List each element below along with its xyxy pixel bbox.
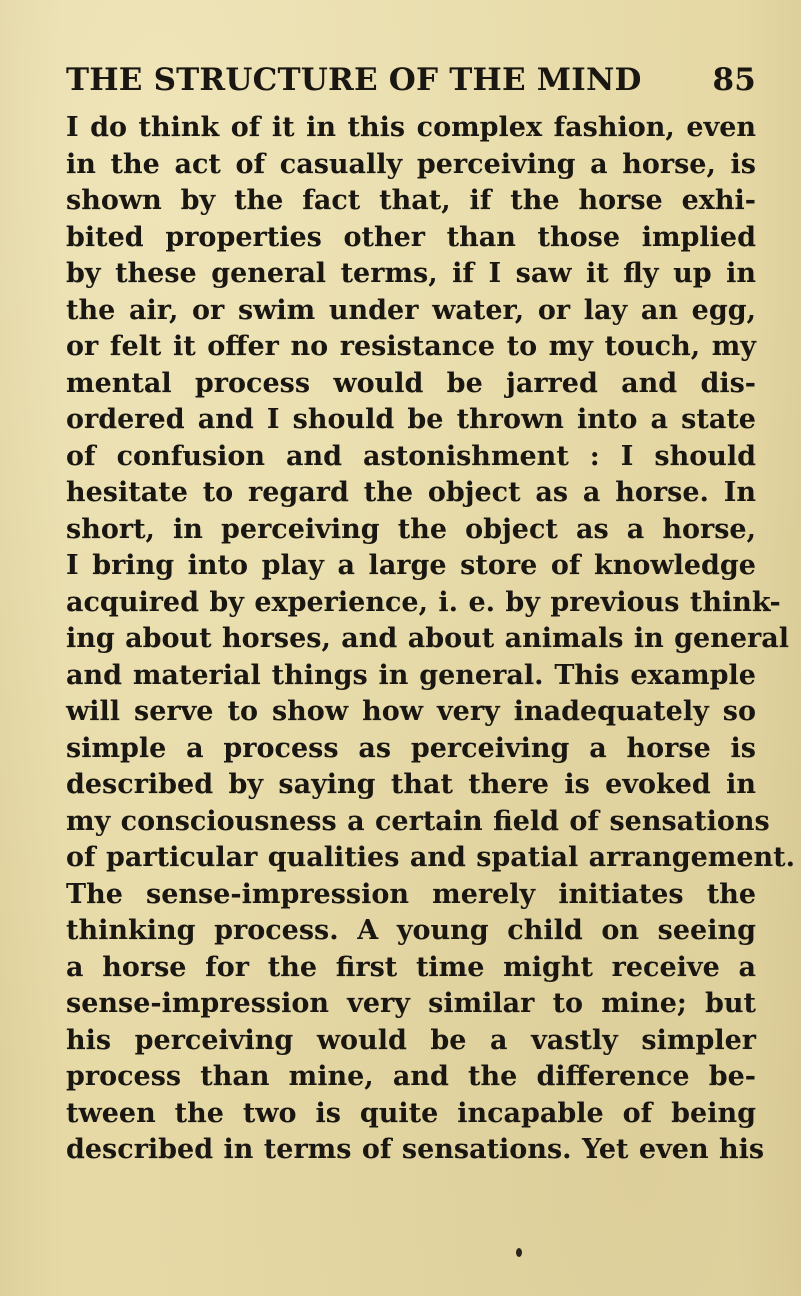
- text-line: process than mine, and the difference be-: [66, 1061, 756, 1092]
- text-line: and material things in general. This example: [66, 659, 756, 691]
- text-line: shown by the fact that, if the horse exhi-: [66, 185, 756, 216]
- book-page: [66, 58, 796, 1278]
- page-number: 85: [712, 62, 756, 98]
- text-line: the air, or swim under water, or lay an egg,: [66, 294, 756, 326]
- text-line: described in terms of sensations. Yet even his: [66, 1134, 765, 1165]
- text-line: in the act of casually perceiving a horse, is: [66, 148, 756, 180]
- text-line: The sense-impression merely initiates the: [66, 878, 756, 910]
- text-line: ing about horses, and about animals in general: [66, 623, 790, 654]
- body-text: [66, 110, 796, 1169]
- text-line: by these general terms, if I saw it fly up in: [66, 258, 756, 289]
- text-line: thinking process. A young child on seeing: [66, 915, 756, 946]
- text-line: a horse for the first time might receive a: [66, 951, 756, 983]
- text-line: mental process would be jarred and dis-: [66, 367, 756, 399]
- text-line: his perceiving would be a vastly simpler: [66, 1024, 756, 1056]
- text-line: hesitate to regard the object as a horse. In: [66, 477, 756, 508]
- text-line: of confusion and astonishment : I should: [66, 440, 756, 472]
- text-line: my consciousness a certain field of sensations: [66, 805, 770, 837]
- text-line: described by saying that there is evoked in: [66, 769, 756, 800]
- text-line: simple a process as perceiving a horse is: [66, 732, 756, 764]
- text-line: I do think of it in this complex fashion, even: [66, 112, 756, 143]
- text-line: will serve to show how very inadequately so: [66, 696, 756, 727]
- text-line: short, in perceiving the object as a horse,: [66, 513, 756, 545]
- text-line: sense-impression very similar to mine; but: [66, 988, 756, 1019]
- text-line: or felt it offer no resistance to my touch, my: [66, 331, 756, 362]
- text-line: ordered and I should be thrown into a state: [66, 404, 756, 435]
- running-head: [66, 58, 756, 102]
- signature-dot-mark: [516, 1248, 522, 1257]
- text-line: acquired by experience, i. e. by previous think-: [66, 586, 781, 618]
- text-line: I bring into play a large store of knowledge: [66, 550, 756, 581]
- running-title: THE STRUCTURE OF THE MIND: [66, 62, 642, 98]
- text-line: bited properties other than those implied: [66, 221, 756, 253]
- text-line: of particular qualities and spatial arrangement.: [66, 842, 796, 873]
- text-line: tween the two is quite incapable of being: [66, 1097, 756, 1129]
